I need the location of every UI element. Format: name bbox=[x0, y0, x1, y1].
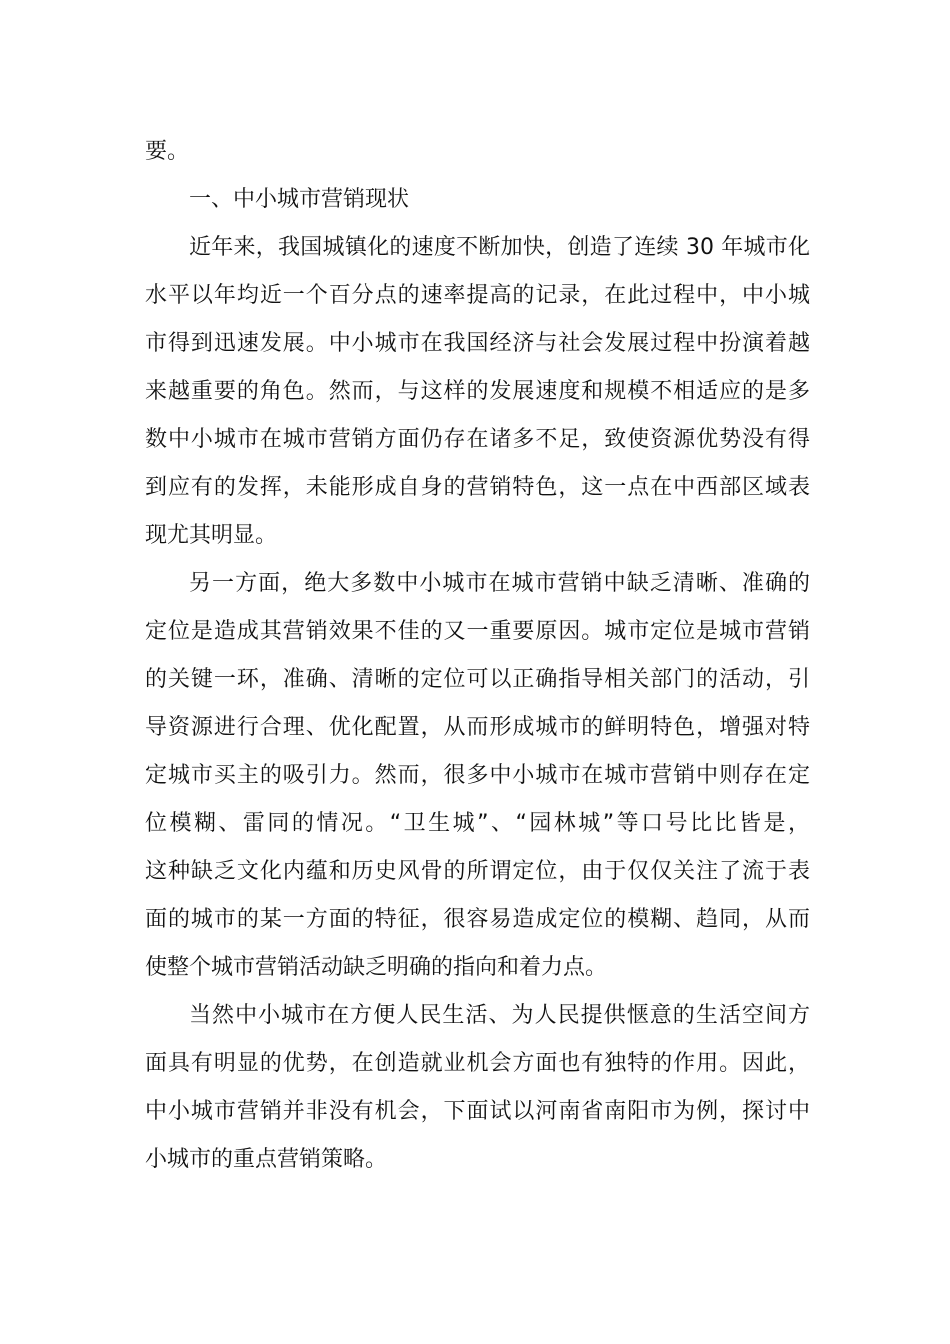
text-line: 另一方面，绝大多数中小城市在城市营销中缺乏清晰、准确的 bbox=[189, 571, 810, 596]
text-line: 数中小城市在城市营销方面仍存在诸多不足，致使资源优势没有得 bbox=[145, 427, 810, 452]
text-line: 使整个城市营销活动缺乏明确的指向和着力点。 bbox=[145, 955, 608, 980]
paragraph-2 bbox=[145, 560, 810, 992]
text-line: 近年来，我国城镇化的速度不断加快，创造了连续 30 年城市化 bbox=[189, 235, 810, 260]
text-line: 要。 bbox=[145, 139, 190, 164]
text-line: 小城市的重点营销策略。 bbox=[145, 1147, 388, 1172]
text-line: 现尤其明显。 bbox=[145, 523, 278, 548]
text-line: 定城市买主的吸引力。然而，很多中小城市在城市营销中则存在定 bbox=[145, 763, 810, 788]
text-line: 面具有明显的优势，在创造就业机会方面也有独特的作用。因此， bbox=[145, 1051, 810, 1076]
paragraph-3 bbox=[145, 992, 810, 1184]
text-line: 来越重要的角色。然而，与这样的发展速度和规模不相适应的是多 bbox=[145, 379, 810, 404]
text-line: 导资源进行合理、优化配置，从而形成城市的鲜明特色，增强对特 bbox=[145, 715, 810, 740]
text-line: 的关键一环，准确、清晰的定位可以正确指导相关部门的活动，引 bbox=[145, 667, 810, 692]
paragraph-1 bbox=[145, 224, 810, 560]
text-line: 中小城市营销并非没有机会，下面试以河南省南阳市为例，探讨中 bbox=[145, 1099, 810, 1124]
text-line: 面的城市的某一方面的特征，很容易造成定位的模糊、趋同，从而 bbox=[145, 907, 810, 932]
section-heading bbox=[145, 176, 810, 224]
text-line: 定位是造成其营销效果不佳的又一重要原因。城市定位是城市营销 bbox=[145, 619, 810, 644]
document-body bbox=[145, 128, 810, 1184]
text-line: 位模糊、雷同的情况。“卫生城”、“园林城”等口号比比皆是， bbox=[145, 811, 810, 836]
text-line: 当然中小城市在方便人民生活、为人民提供惬意的生活空间方 bbox=[189, 1003, 810, 1028]
text-line: 这种缺乏文化内蕴和历史风骨的所谓定位，由于仅仅关注了流于表 bbox=[145, 859, 810, 884]
continuation-paragraph bbox=[145, 128, 810, 176]
text-line: 到应有的发挥，未能形成自身的营销特色，这一点在中西部区域表 bbox=[145, 475, 810, 500]
text-line: 市得到迅速发展。中小城市在我国经济与社会发展过程中扮演着越 bbox=[145, 331, 810, 356]
heading-text: 一、中小城市营销现状 bbox=[189, 187, 410, 212]
text-line: 水平以年均近一个百分点的速率提高的记录，在此过程中，中小城 bbox=[145, 283, 810, 308]
